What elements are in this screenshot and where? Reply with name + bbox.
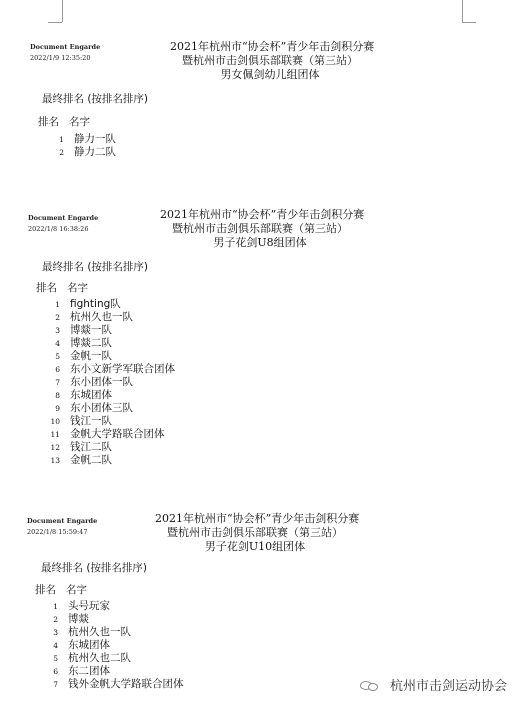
title-block bbox=[170, 40, 375, 82]
ranking-heading: 最终排名 (按排名排序) bbox=[42, 261, 149, 273]
table-row: 11 金帆大学路联合团体 bbox=[50, 428, 165, 440]
col-rank: 排名 bbox=[35, 584, 56, 596]
table-row: 9 东小团体三队 bbox=[55, 402, 133, 414]
table-row: 10 钱江一队 bbox=[50, 415, 112, 427]
event-subtitle: 暨杭州市击剑俱乐部联赛（第三站） bbox=[167, 526, 343, 539]
table-row: 5 金帆一队 bbox=[55, 350, 112, 362]
table-header bbox=[35, 583, 87, 597]
app-name: Document Engarde bbox=[28, 214, 99, 222]
timestamp: 2022/1/8 15:59:47 bbox=[27, 528, 88, 536]
doc-meta bbox=[30, 42, 100, 64]
table-row: 3 杭州久也一队 bbox=[53, 626, 131, 638]
table-row: 7 东小团体一队 bbox=[55, 376, 133, 388]
ranking-list bbox=[42, 598, 184, 689]
watermark bbox=[360, 675, 507, 694]
table-row: 1 头号玩家 bbox=[53, 600, 110, 612]
doc-meta bbox=[27, 516, 97, 538]
event-category: 男女佩剑幼儿组团体 bbox=[220, 68, 320, 81]
table-row: 12 钱江二队 bbox=[50, 441, 112, 453]
table-row: 2 博燚 bbox=[53, 613, 89, 625]
event-subtitle: 暨杭州市击剑俱乐部联赛（第三站） bbox=[172, 222, 348, 235]
crop-mark-left-h bbox=[48, 22, 62, 23]
wechat-icon bbox=[360, 678, 380, 692]
crop-mark-right bbox=[462, 0, 463, 22]
ranking-list bbox=[44, 296, 175, 465]
table-row: 6 东小文新学军联合团体 bbox=[55, 363, 175, 375]
event-title: 2021年杭州市“协会杯”青少年击剑积分赛 bbox=[170, 40, 375, 53]
table-row: 5 杭州久也二队 bbox=[53, 652, 131, 664]
app-name: Document Engarde bbox=[27, 517, 98, 525]
table-row: 7 钱外金帆大学路联合团体 bbox=[53, 678, 184, 690]
table-row: 4 东城团体 bbox=[53, 639, 110, 651]
col-name: 名字 bbox=[69, 116, 90, 128]
col-name: 名字 bbox=[66, 584, 87, 596]
crop-mark-left bbox=[62, 0, 63, 22]
table-row: 1 fighting队 bbox=[55, 298, 121, 310]
timestamp: 2022/1/8 16:38:26 bbox=[28, 225, 89, 233]
event-subtitle: 暨杭州市击剑俱乐部联赛（第三站） bbox=[182, 54, 358, 67]
event-title: 2021年杭州市“协会杯”青少年击剑积分赛 bbox=[155, 512, 360, 525]
col-rank: 排名 bbox=[38, 116, 59, 128]
table-row: 3 博燚一队 bbox=[55, 324, 112, 336]
title-block bbox=[155, 512, 360, 554]
timestamp: 2022/1/9 12:35:20 bbox=[30, 54, 91, 62]
table-row: 4 博燚二队 bbox=[55, 337, 112, 349]
crop-mark-right-h bbox=[462, 22, 476, 23]
ranking-heading: 最终排名 (按排名排序) bbox=[42, 93, 149, 105]
ranking-list bbox=[48, 131, 116, 157]
table-row: 8 东城团体 bbox=[55, 389, 112, 401]
ranking-heading: 最终排名 (按排名排序) bbox=[41, 562, 148, 574]
table-header bbox=[38, 115, 90, 129]
app-name: Document Engarde bbox=[30, 43, 101, 51]
col-name: 名字 bbox=[67, 282, 88, 294]
table-row: 2 杭州久也一队 bbox=[55, 311, 133, 323]
event-title: 2021年杭州市“协会杯”青少年击剑积分赛 bbox=[160, 208, 365, 221]
table-row: 2 静力二队 bbox=[59, 146, 116, 158]
watermark-text: 杭州市击剑运动协会 bbox=[390, 679, 508, 694]
table-row: 13 金帆二队 bbox=[50, 454, 112, 466]
table-row: 1 静力一队 bbox=[59, 133, 116, 145]
doc-meta bbox=[28, 213, 98, 235]
col-rank: 排名 bbox=[36, 282, 57, 294]
table-header bbox=[36, 281, 88, 295]
title-block bbox=[160, 208, 365, 250]
table-row: 6 东二团体 bbox=[53, 665, 110, 677]
event-category: 男子花剑U10组团体 bbox=[204, 540, 306, 553]
event-category: 男子花剑U8组团体 bbox=[213, 236, 307, 249]
